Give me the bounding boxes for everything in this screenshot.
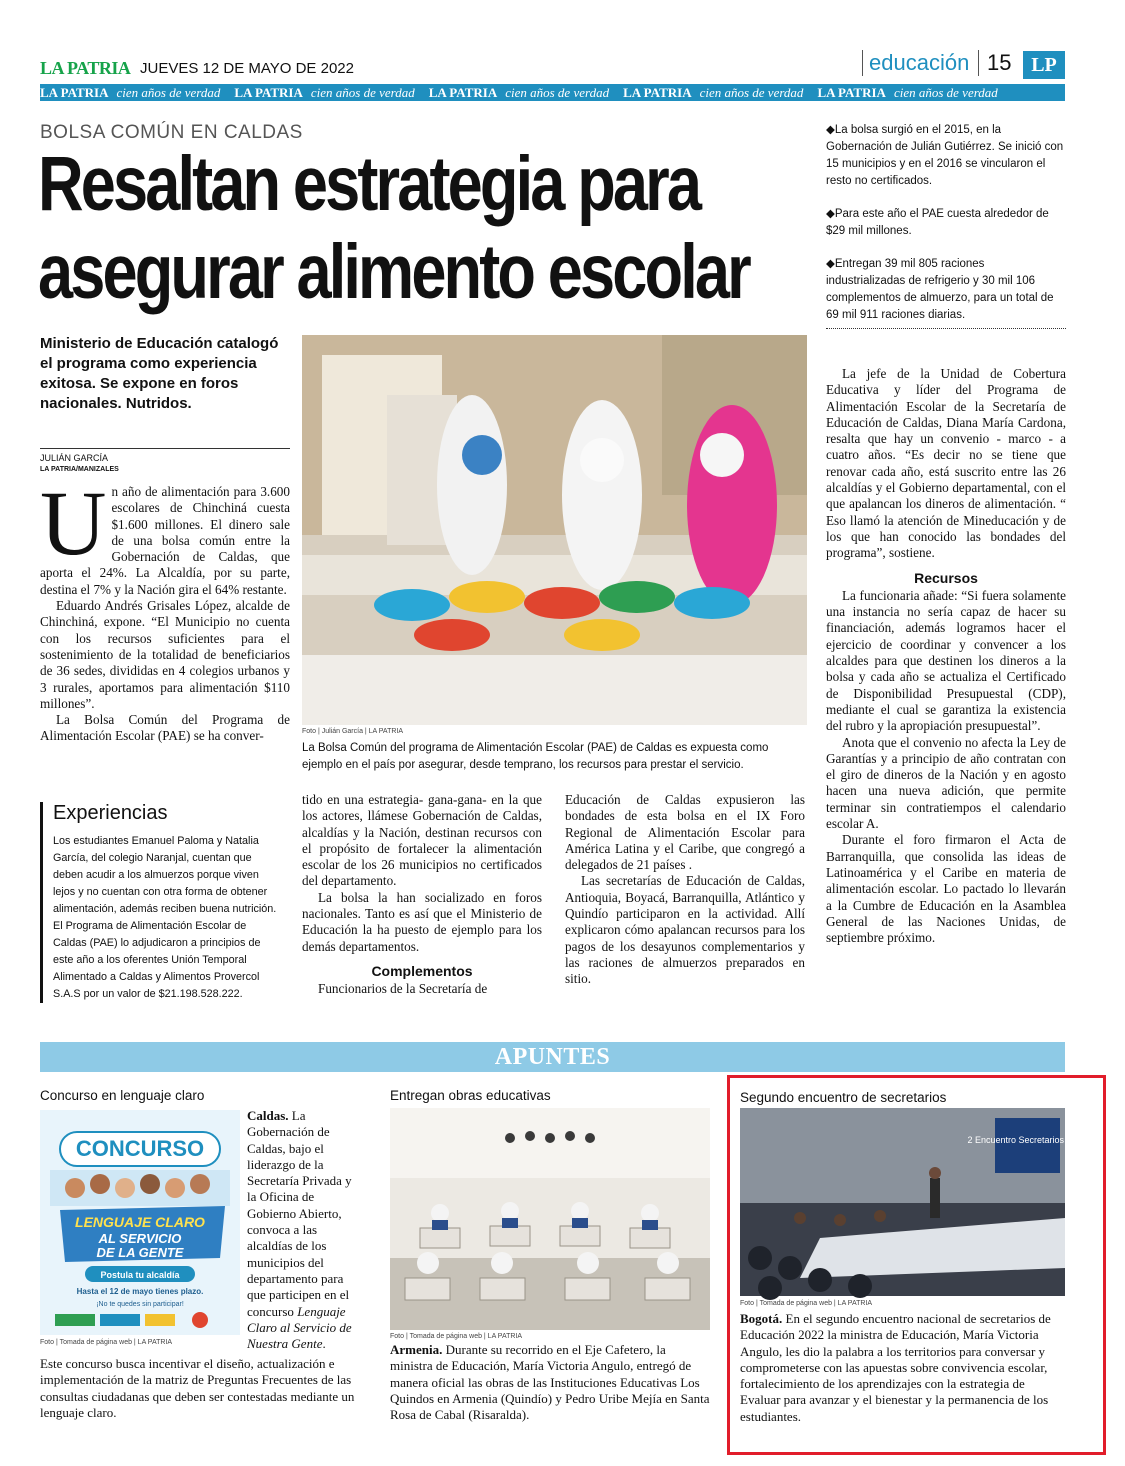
apunte-obras-credit: Foto | Tomada de página web | LA PATRIA xyxy=(390,1333,523,1340)
apunte-secretarios-credit: Foto | Tomada de página web | LA PATRIA xyxy=(740,1300,873,1307)
page-number: 15 xyxy=(978,50,1011,76)
poster-line3: DE LA GENTE xyxy=(96,1245,184,1260)
paragraph: La bolsa la han socializado en foros nacionales. Tanto es así que el Ministerio de Educación la ha puesto de ejemplo para los demás departamentos. xyxy=(302,889,542,954)
facts-box xyxy=(826,122,1066,340)
poster-line2: AL SERVICIO xyxy=(98,1231,182,1246)
paragraph: La Bolsa Común del Programa de Alimentación Escolar (PAE) se ha conver- xyxy=(40,712,290,744)
paragraph: tido en una estrategia- gana-gana- en la que los actores, llámese Gobernación de Caldas, alcaldías y la Nación, destinan recursos con el propósito de fortalecer la alimentación escolar de los 26 municipios no certificados del departamento. xyxy=(302,792,542,889)
subhead-complementos: Complementos xyxy=(371,962,473,979)
slogan-banner xyxy=(40,84,1065,101)
apunte-title-obras: Entregan obras educativas xyxy=(390,1088,551,1103)
banner-item: LA PATRIA cien años de verdad xyxy=(234,85,415,100)
apunte-title-concurso: Concurso en lenguaje claro xyxy=(40,1088,205,1103)
subhead-recursos: Recursos xyxy=(914,569,978,586)
apunte-concurso-side-text: Caldas. La Gobernación de Caldas, bajo el liderazgo de la Secretaría Privada y la Oficina de Gobierno Abierto, convoca a las alcaldías de los municipios del departamento para que participen en el concurso Lenguaje Claro al Servicio de Nuestra Gente. xyxy=(247,1108,352,1352)
photo-credit: Foto | Julián García | LA PATRIA xyxy=(302,728,404,735)
issue-date: JUEVES 12 DE MAYO DE 2022 xyxy=(140,60,354,77)
fact-item: ◆Entregan 39 mil 805 raciones industrializadas de refrigerio y 30 mil 106 complementos de almuerzo, para un total de 69 mil 911 raciones diarias. xyxy=(826,258,1054,321)
fact-item: ◆Para este año el PAE cuesta alrededor de $29 mil millones. xyxy=(826,208,1049,237)
poster-concurso-text: CONCURSO xyxy=(75,1136,205,1161)
paragraph: Educación de Caldas expusieron las bondades de esta bolsa en el IX Foro Regional de Alimentación Escolar para América Latina y el Caribe, que congregó a delegados de 21 países . xyxy=(565,792,805,873)
paragraph: La funcionaria añade: “Si fuera solamente una instancia no sería capaz de hacer su financiación, además logramos hacer el ejercicio de coordinar y convencer a los alcaldes para que destinen los dineros a la bolsa y cada año se actualiza el Certificado de Disponibilidad Presupuestal (CDP), mediante el cual se garantiza la existencia del rubro y la apropiación presupuestal”. xyxy=(826,587,1066,734)
poster-deadline: Hasta el 12 de mayo tienes plazo. xyxy=(76,1287,204,1296)
experiencias-title: Experiencias xyxy=(53,802,168,824)
banner-item: LA PATRIA cien años de verdad xyxy=(40,85,221,100)
apunte-obras-text: Armenia. Durante su recorrido en el Eje Cafetero, la ministra de Educación, María Victoria Angulo, entregó de manera oficial las obras de las Instituciones Educativas Los Quindos en Armenia (Quindío) y Pedro Uribe Mejía en Santa Rosa de Cabal (Risaralda). xyxy=(390,1342,710,1423)
banner-item: LA PATRIA cien años de verdad xyxy=(428,85,610,100)
apunte-title-secretarios: Segundo encuentro de secretarios xyxy=(740,1090,947,1105)
experiencias-text: Los estudiantes Emanuel Paloma y Natalia García, del colegio Naranjal, cuentan que deben acudir a los almuerzos porque viven lejos y no cuentan con otra forma de obtener alimentación, además reciben buena nutrición. El Programa de Alimentación Escolar de Caldas (PAE) lo adjudicaron a principios de este año a los oferentes Unión Temporal Alimentado a Caldas y Alimentos Provercol S.A.S por un valor de $21.198.528.222. xyxy=(53,835,277,1000)
paragraph: Las secretarías de Educación de Caldas, Antioquia, Boyacá, Barranquilla, Atlántico y Quindío participaron en la actividad. Allí explicaron cómo apalancan recursos para los pagos de los desayunos complementarios y las raciones de almuerzos preparados en sitio. xyxy=(565,873,805,987)
poster-line1: LENGUAJE CLARO xyxy=(75,1214,205,1230)
fact-item: ◆La bolsa surgió en el 2015, en la Gobernación de Julián Gutiérrez. Se inició con 15 municipios y en el 2016 se vincularon el resto no certificados. xyxy=(826,124,1064,187)
masthead-logo: LA PATRIA xyxy=(40,58,131,78)
article-deck: Ministerio de Educación catalogó el programa como experiencia exitosa. Se expone en foros nacionales. Nutridos. xyxy=(40,335,279,412)
banner-item: LA PATRIA cien años de verdad xyxy=(623,85,804,100)
apunte-secretarios-text: Bogotá. En el segundo encuentro nacional de secretarios de Educación 2022 la ministra de Educación, María Victoria Angulo, les dio la palabra a los territorios para conversar y comprometerse con las apuestas sobre convivencia escolar, fortalecimiento de los aprendizajes con la estrategia de Evaluar para avanzar y el bienestar y la permanencia de los estudiantes. xyxy=(740,1311,1051,1424)
paragraph: Anota que el convenio no afecta la Ley de Garantías y a principio de año contratan con el giro de dineros de la Nación y en agosto hacen una nueva adición, que permite terminar sin contratiempos el calendario escolar A. xyxy=(826,734,1066,832)
section-label: educación xyxy=(862,50,969,76)
drop-cap: U xyxy=(40,472,107,574)
facts-divider xyxy=(826,328,1066,329)
article-headline: Resaltan estrategia para asegurar alimento escolar xyxy=(38,141,749,315)
poster-tagline: ¡No te quedes sin participar! xyxy=(96,1301,184,1308)
paragraph: Eduardo Andrés Grisales López, alcalde de Chinchiná, expone. “El Municipio no cuenta con los recursos suficientes para el sostenimiento de la totalidad de beneficiarios de 36 sedes, divididas en 4 colegios urbanos y 3 rurales, aportamos para alimentación $110 millones”. xyxy=(40,598,290,711)
paragraph: Durante el foro firmaron el Acta de Barranquilla, que consolida las ideas de Latinoamérica y el Caribe en materia de alimentación escolar. Lo pactado lo llevarán a la Cumbre de Educación en la Asamblea General de las Naciones Unidas, de septiembre próximo. xyxy=(826,832,1066,946)
experiencias-box xyxy=(40,802,280,1003)
photo-caption: La Bolsa Común del programa de Alimentación Escolar (PAE) de Caldas es expuesta como ejemplo en el país por asegurar, desde temprano, los recursos para prestar el servicio. xyxy=(302,742,769,771)
apunte-concurso-credit: Foto | Tomada de página web | LA PATRIA xyxy=(40,1339,173,1346)
article-kicker: BOLSA COMÚN EN CALDAS xyxy=(40,122,303,143)
highlight-box xyxy=(727,1075,1106,1455)
article-column-3 xyxy=(565,792,805,988)
article-column-1 xyxy=(40,472,290,745)
article-column-4 xyxy=(826,366,1066,946)
stage-screen-text: 2 Encuentro Secretarios 2022 xyxy=(967,1135,1087,1145)
apuntes-section-bar: APUNTES xyxy=(40,1042,1065,1072)
paragraph: n año de alimentación para 3.600 escolares de Chinchiná cuesta $1.600 millones. El dinero sale de una bolsa común entre la Gobernación de Caldas, que aporta el 24%. La Alcaldía, por su parte, destina el 7% y la Nación gira el 64% restante. xyxy=(40,484,290,597)
byline-author: JULIÁN GARCÍA xyxy=(40,448,290,463)
paragraph: Funcionarios de la Secretaría de xyxy=(318,981,488,997)
paragraph: La jefe de la Unidad de Cobertura Educativa y líder del Programa de Alimentación Escolar de la Secretaría de Educación de Caldas, Diana María Cardona, resalta que hay un convenio - marco - a cuatro años. “Es decir no se tiene que renovar cada año, está suscrito entre las 26 alcaldías y el Gobierno departamental, con el que apalancan los dineros de alimentación. “ Eso llamó la atención de Mineducación y de los que han conocido las bondades del programa”, sostiene. xyxy=(826,366,1066,561)
apunte-concurso-bottom-text: Este concurso busca incentivar el diseño, actualización e implementación de la matriz de Preguntas Frecuentes de las consultas ciudadanas que deben ser contestadas mediante un lenguaje claro. xyxy=(40,1356,355,1420)
poster-cta: Postula tu alcaldía xyxy=(100,1270,180,1280)
byline-outlet: LA PATRIA/MANIZALES xyxy=(40,466,119,473)
main-photo xyxy=(302,335,807,725)
banner-item: LA PATRIA cien años de verdad xyxy=(817,85,998,100)
article-column-2 xyxy=(302,792,542,998)
obras-classroom-photo xyxy=(390,1108,710,1330)
lp-logo: LP xyxy=(1023,51,1065,79)
concurso-poster-image xyxy=(40,1110,240,1335)
